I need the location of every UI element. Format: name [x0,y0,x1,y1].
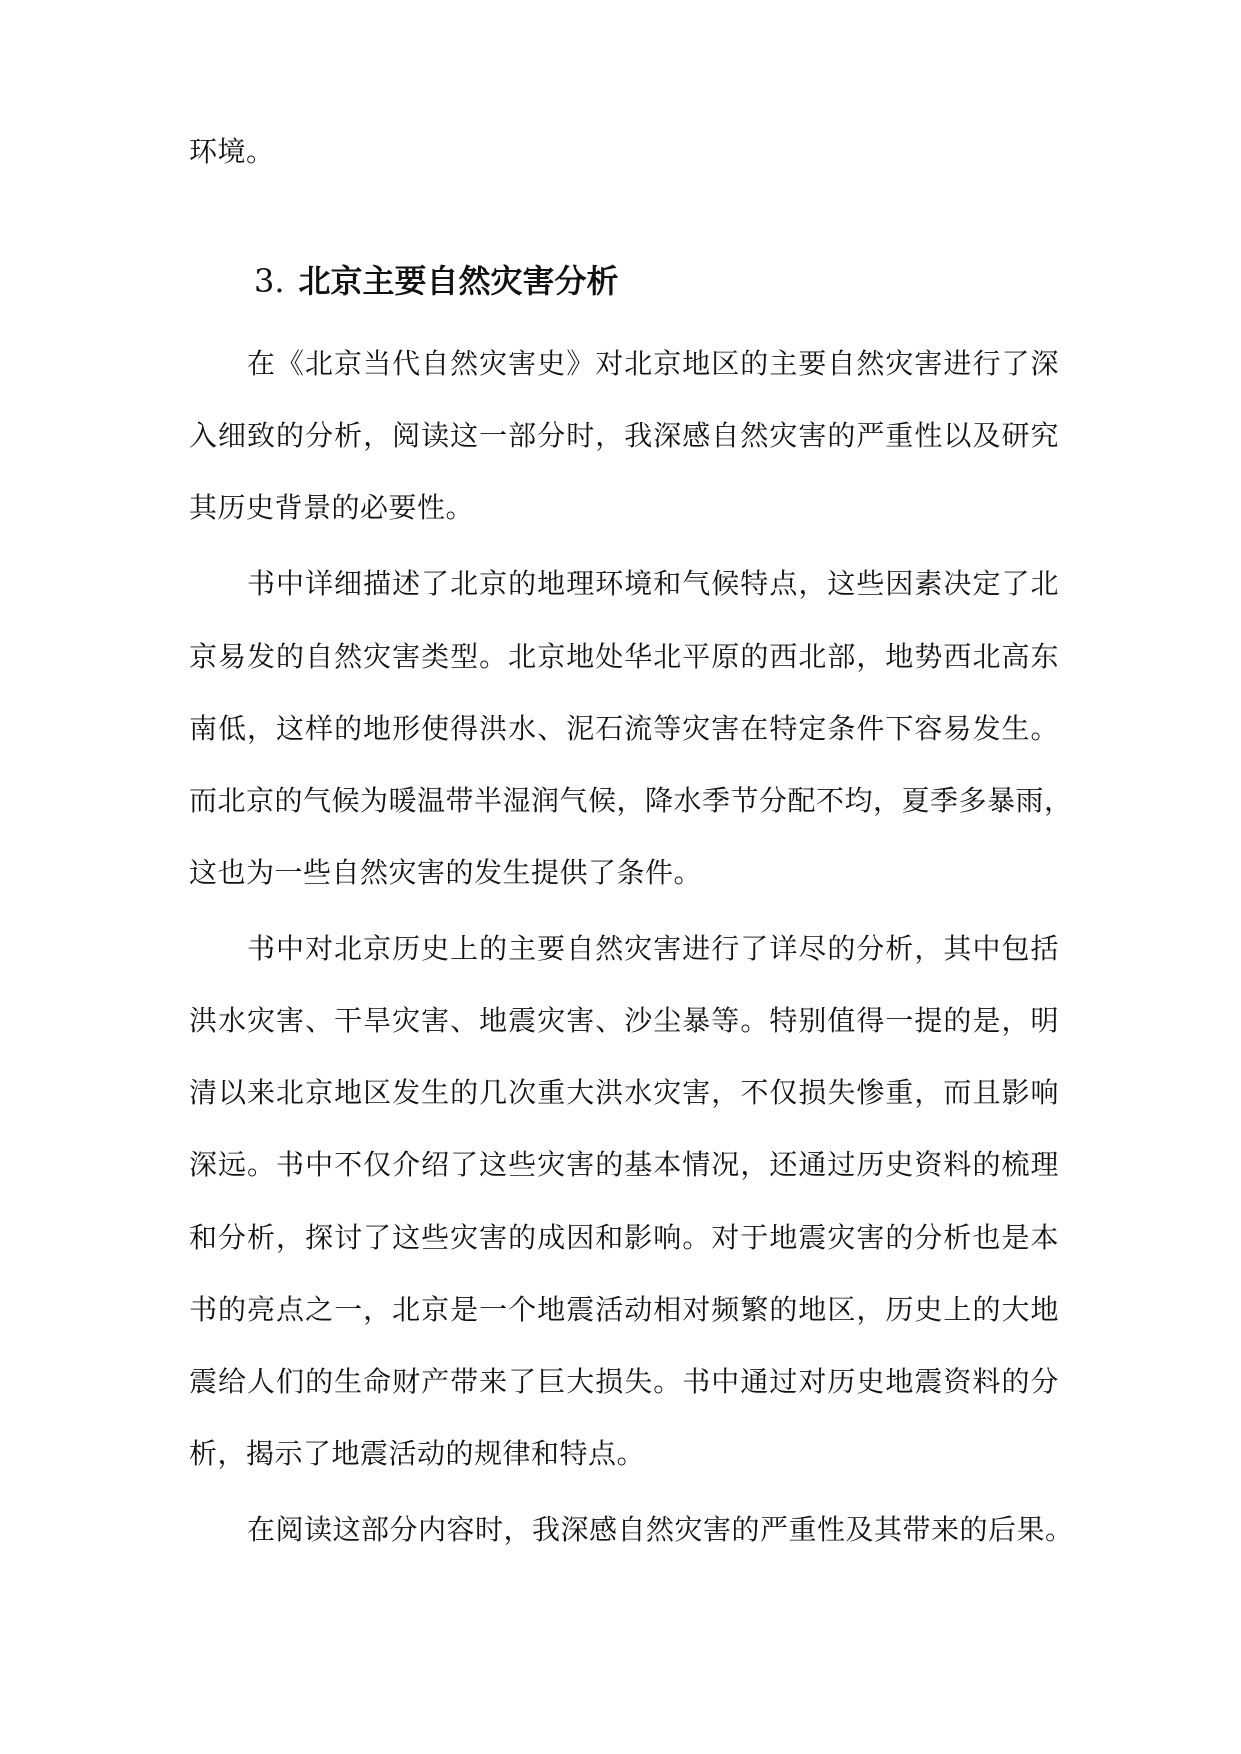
paragraph-4-line-1: 在阅读这部分内容时，我深感自然灾害的严重性及其带来的后果。 [247,1513,1074,1546]
paragraph-3-line-3: 清以来北京地区发生的几次重大洪水灾害，不仅损失惨重，而且影响 [189,1076,1059,1109]
paragraph-3-line-4: 深远。书中不仅介绍了这些灾害的基本情况，还通过历史资料的梳理 [189,1148,1059,1181]
paragraph-3-line-2: 洪水灾害、干旱灾害、地震灾害、沙尘暴等。特别值得一提的是，明 [189,1004,1059,1037]
paragraph-2-line-2: 京易发的自然灾害类型。北京地处华北平原的西北部，地势西北高东 [189,640,1059,673]
paragraph-3-line-7: 震给人们的生命财产带来了巨大损失。书中通过对历史地震资料的分 [189,1365,1059,1398]
paragraph-2-line-4: 而北京的气候为暖温带半湿润气候，降水季节分配不均，夏季多暴雨， [189,784,1073,817]
section-heading [254,259,619,303]
paragraph-2-line-1: 书中详细描述了北京的地理环境和气候特点，这些因素决定了北 [247,567,1059,600]
paragraph-2-line-3: 南低，这样的地形使得洪水、泥石流等灾害在特定条件下容易发生。 [189,712,1059,745]
section-title: 北京主要自然灾害分析 [298,262,619,300]
paragraph-1-line-3: 其历史背景的必要性。 [189,491,475,524]
paragraph-3-line-8: 析，揭示了地震活动的规律和特点。 [189,1437,646,1470]
section-number: 3. [254,262,285,300]
paragraph-3-line-1: 书中对北京历史上的主要自然灾害进行了详尽的分析，其中包括 [247,932,1059,965]
paragraph-1-line-2: 入细致的分析，阅读这一部分时，我深感自然灾害的严重性以及研究 [189,419,1059,452]
continuation-text: 环境。 [189,135,275,168]
paragraph-3-line-6: 书的亮点之一，北京是一个地震活动相对频繁的地区，历史上的大地 [189,1293,1059,1326]
paragraph-3-line-5: 和分析，探讨了这些灾害的成因和影响。对于地震灾害的分析也是本 [189,1221,1059,1254]
paragraph-1-line-1: 在《北京当代自然灾害史》对北京地区的主要自然灾害进行了深 [247,347,1059,380]
paragraph-2-line-5: 这也为一些自然灾害的发生提供了条件。 [189,856,703,889]
